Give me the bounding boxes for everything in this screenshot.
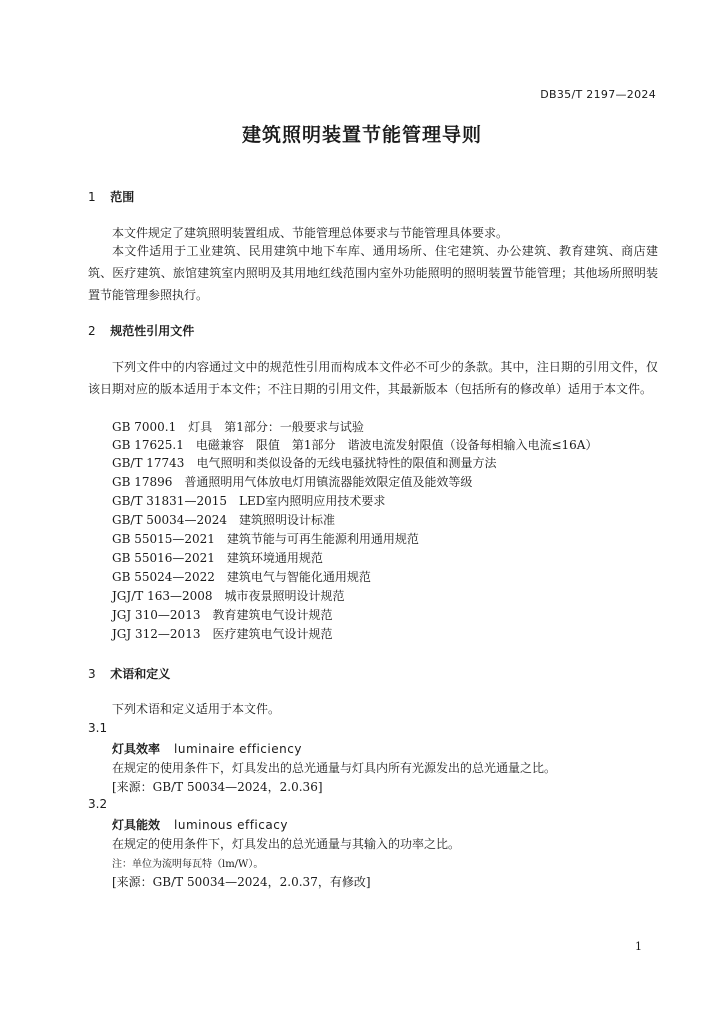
normative-intro: 下列文件中的内容通过文中的规范性引用而构成本文件必不可少的条款。其中，注日期的引用文件，仅该日期对应的版本适用于本文件；不注日期的引用文件，其最新版本（包括所有的修改单）适用于本文件。 (88, 360, 658, 396)
section-title: 规范性引用文件 (110, 324, 195, 338)
terms-intro: 下列术语和定义适用于本文件。 (112, 702, 281, 716)
section-3-heading (88, 665, 170, 682)
term-entry (112, 740, 302, 757)
document-code: DB35/T 2197—2024 (540, 88, 656, 101)
term-chinese: 灯具效率 (112, 742, 161, 756)
section-title: 范围 (110, 190, 135, 204)
reference-item: GB 55024—2022 建筑电气与智能化通用规范 (112, 570, 371, 584)
term-definition: 在规定的使用条件下，灯具发出的总光通量与灯具内所有光源发出的总光通量之比。 (112, 761, 557, 775)
term-entry (112, 816, 288, 833)
term-english: luminous efficacy (174, 818, 288, 832)
reference-item: GB/T 31831—2015 LED室内照明应用技术要求 (112, 494, 386, 508)
term-english: luminaire efficiency (174, 742, 302, 756)
scope-paragraph-1: 本文件规定了建筑照明装置组成、节能管理总体要求与节能管理具体要求。 (112, 226, 509, 240)
section-number: 2 (88, 324, 96, 338)
term-chinese: 灯具能效 (112, 818, 161, 832)
section-2-heading (88, 322, 194, 339)
reference-item: GB 17625.1 电磁兼容 限值 第1部分 谐波电流发射限值（设备每相输入电流≤16A） (112, 438, 598, 452)
reference-item: GB 55016—2021 建筑环境通用规范 (112, 551, 323, 565)
reference-item: JGJ/T 163—2008 城市夜景照明设计规范 (112, 589, 345, 603)
reference-item: GB 7000.1 灯具 第1部分：一般要求与试验 (112, 420, 364, 434)
term-number: 3.1 (88, 721, 108, 735)
term-definition: 在规定的使用条件下，灯具发出的总光通量与其输入的功率之比。 (112, 837, 461, 851)
section-number: 3 (88, 667, 96, 681)
reference-item: GB 17896 普通照明用气体放电灯用镇流器能效限定值及能效等级 (112, 475, 473, 489)
section-1-heading (88, 188, 134, 205)
reference-item: GB/T 17743 电气照明和类似设备的无线电骚扰特性的限值和测量方法 (112, 456, 497, 470)
term-number: 3.2 (88, 797, 108, 811)
term-note: 注：单位为流明每瓦特（lm/W）。 (112, 859, 264, 870)
reference-item: GB 55015—2021 建筑节能与可再生能源利用通用规范 (112, 532, 419, 546)
reference-item: JGJ 310—2013 教育建筑电气设计规范 (112, 608, 333, 622)
document-title: 建筑照明装置节能管理导则 (241, 124, 482, 146)
section-title: 术语和定义 (110, 667, 171, 681)
term-source: [来源：GB/T 50034—2024，2.0.36] (112, 780, 323, 794)
term-source: [来源：GB/T 50034—2024，2.0.37，有修改] (112, 875, 371, 889)
page-number: 1 (635, 940, 642, 953)
scope-paragraph-2: 本文件适用于工业建筑、民用建筑中地下车库、通用场所、住宅建筑、办公建筑、教育建筑、商店建筑、医疗建筑、旅馆建筑室内照明及其用地红线范围内室外功能照明的照明装置节能管理；其他场所照明装置节能管理参照执行。 (88, 244, 658, 302)
reference-item: JGJ 312—2013 医疗建筑电气设计规范 (112, 627, 333, 641)
section-number: 1 (88, 190, 96, 204)
reference-item: GB/T 50034—2024 建筑照明设计标准 (112, 513, 335, 527)
